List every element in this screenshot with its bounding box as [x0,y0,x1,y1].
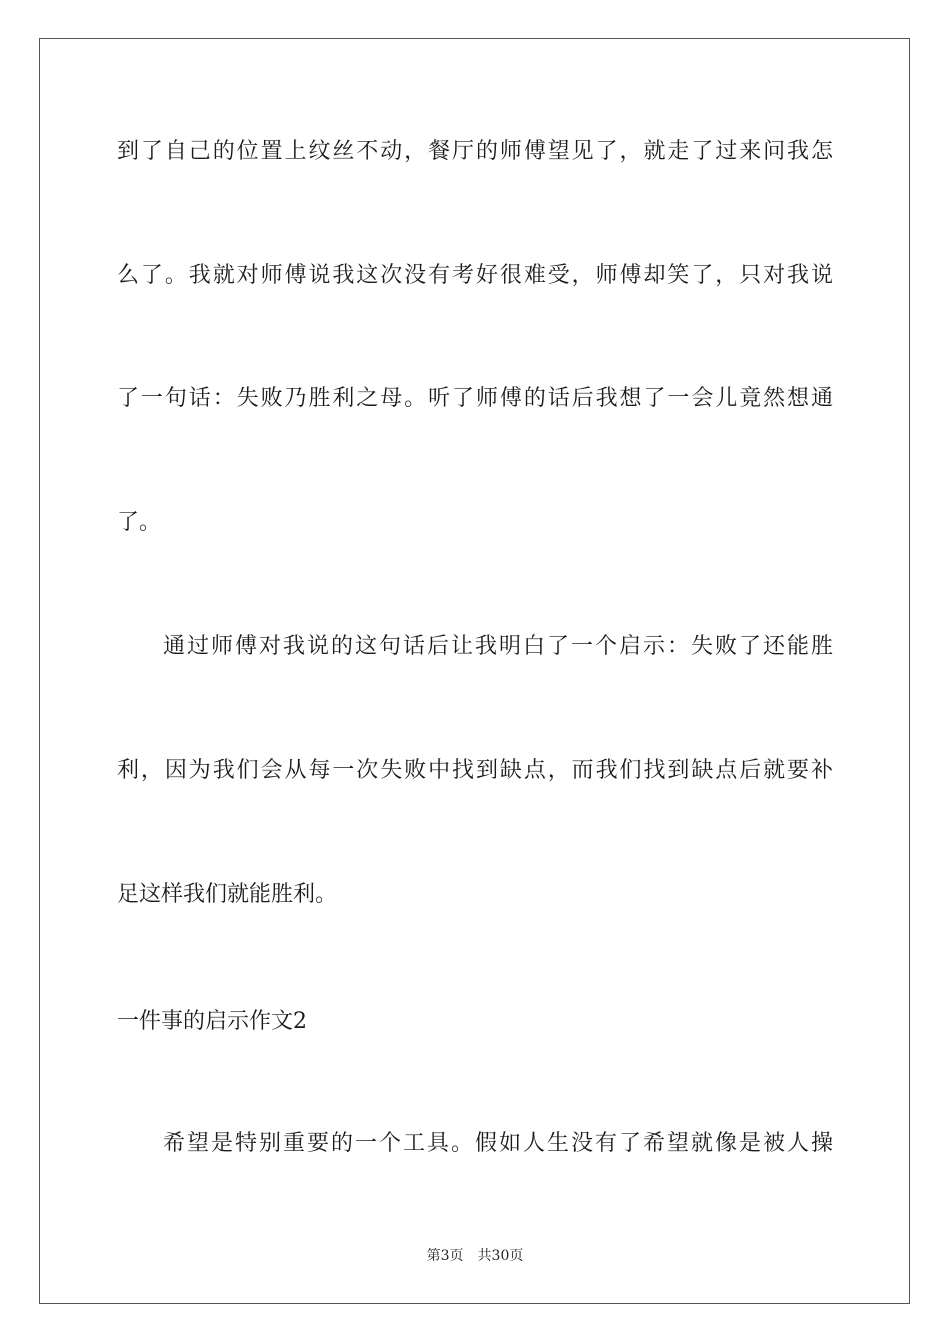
paragraph-line: 足这样我们就能胜利。 [117,882,338,907]
paragraph-line: 希望是特别重要的一个工具。假如人生没有了希望就像是被人操 [163,1131,833,1156]
paragraph-line: 通过师傅对我说的这句话后让我明白了一个启示：失败了还能胜 [163,634,833,659]
paragraph-line: 么了。我就对师傅说我这次没有考好很难受，师傅却笑了，只对我说 [117,263,833,288]
paragraph-line: 利，因为我们会从每一次失败中找到缺点，而我们找到缺点后就要补 [117,758,833,783]
section-heading: 一件事的启示作文2 [117,1009,307,1034]
page-total: 共30页 [477,1248,524,1264]
paragraph-line: 到了自己的位置上纹丝不动，餐厅的师傅望见了，就走了过来问我怎 [117,139,833,164]
page-footer [0,1246,950,1266]
page-number: 第3页 [426,1248,464,1264]
paragraph-line: 了一句话：失败乃胜利之母。听了师傅的话后我想了一会儿竟然想通 [117,386,833,411]
paragraph-line: 了。 [117,510,162,535]
page-border [39,38,910,1304]
